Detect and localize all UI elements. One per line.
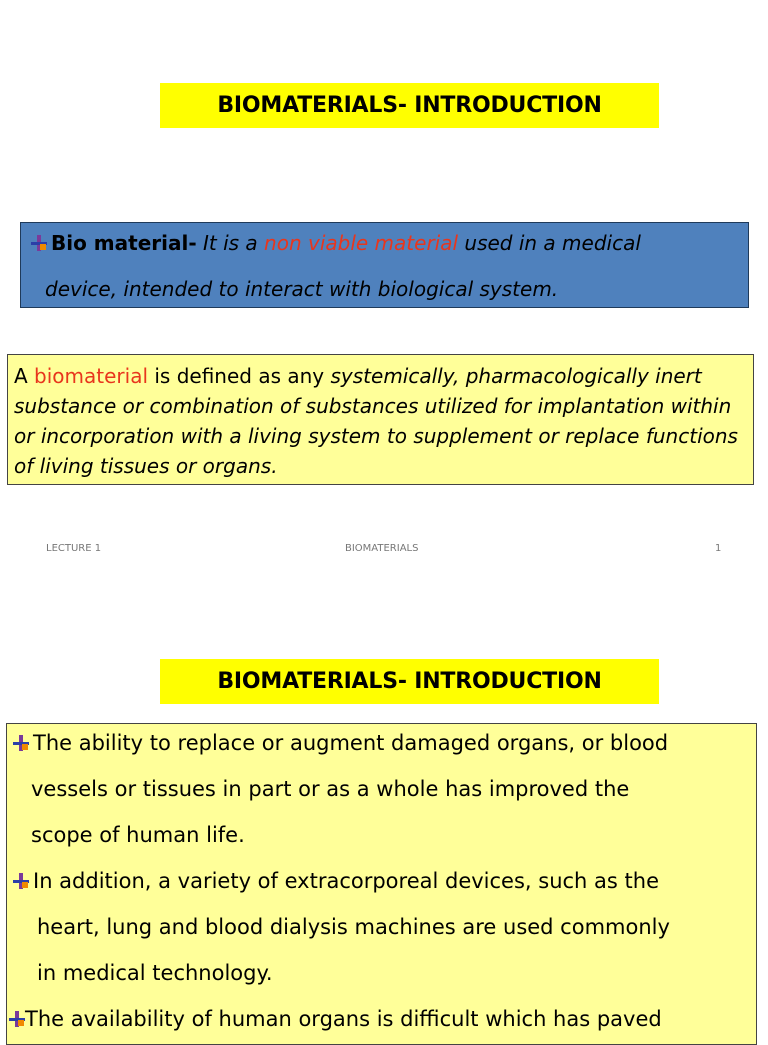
footer-page-number: 1 [715,543,722,554]
definition-intro: It is a [196,231,265,255]
bullet-2-line-1: In addition, a variety of extracorporeal devices, such as the [13,869,659,893]
slide-2 [0,576,768,1031]
arrow-bullet-icon [13,873,29,889]
bullet-3-line-1: The availability of human organs is difficult which has paved [9,1007,662,1031]
footer-lecture: LECTURE 1 [46,543,102,554]
bio-material-term: Bio material- [51,231,197,255]
definition-prefix: A [14,364,35,388]
definition-line-1 [31,231,641,255]
definition-rest: used in a medical [458,231,641,255]
definition-line-2: device, intended to interact with biological system. [45,277,559,301]
bullet-2-line-3: in medical technology. [37,961,273,985]
definition-italic: systemically, pharmacologically inert substance or combination of substances utilized for implantation within or incorporation with a living system to supplement or replace functions of living tissues or organs. [14,364,738,478]
slide-1-title: BIOMATERIALS- INTRODUCTION [160,83,659,128]
footer-title: BIOMATERIALS [345,543,419,554]
arrow-bullet-icon [13,735,29,751]
arrow-bullet-icon [31,235,47,251]
non-viable-highlight: non viable material [264,231,459,255]
extended-definition-text [14,361,747,481]
biomaterial-definition-box [20,222,749,308]
bullet-1-line-1: The ability to replace or augment damaged organs, or blood [13,731,668,755]
bullet-1-line-2: vessels or tissues in part or as a whole has improved the [31,777,630,801]
slide-2-title: BIOMATERIALS- INTRODUCTION [160,659,659,704]
definition-middle: is defined as any [148,364,331,388]
arrow-bullet-icon [9,1011,25,1027]
bullet-2-line-2: heart, lung and blood dialysis machines are used commonly [37,915,670,939]
bullet-1-line-3: scope of human life. [31,823,245,847]
biomaterial-term: biomaterial [34,364,149,388]
biomaterial-extended-definition [7,354,754,485]
bullet-content-box [6,723,757,1045]
